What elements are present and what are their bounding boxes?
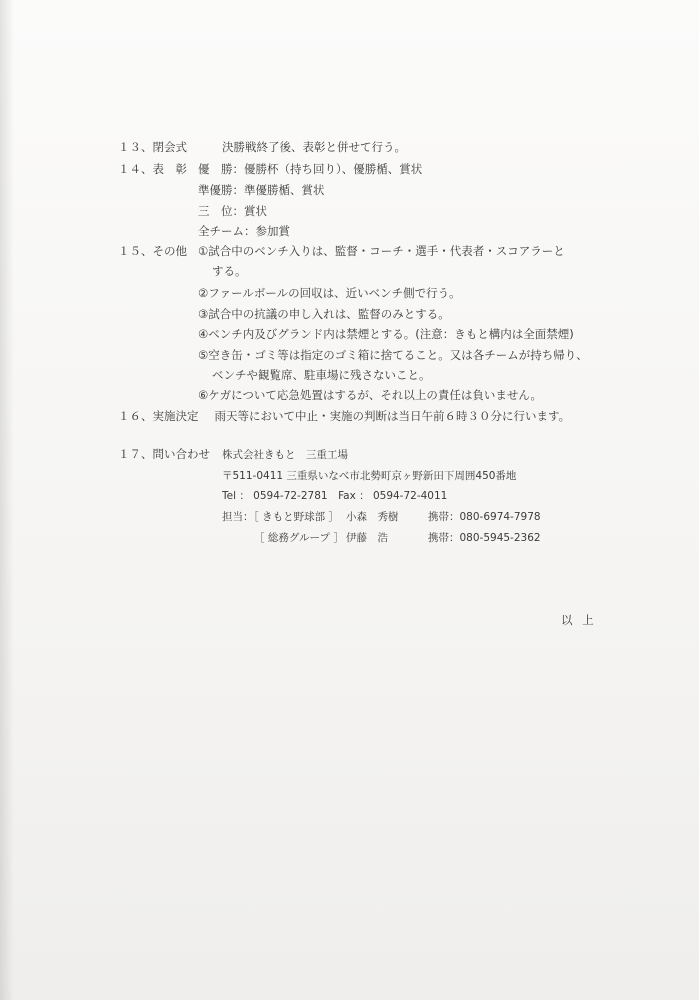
section-label: 閉会式 — [152, 140, 187, 154]
other-item-3: ③試合中の抗議の申し入れは、監督のみとする。 — [198, 307, 450, 321]
section-number: １３、 — [118, 140, 153, 154]
section-number: １４、 — [118, 162, 153, 176]
section-16 — [118, 408, 570, 424]
section-17 — [118, 446, 210, 462]
award-label: 三 位： — [198, 204, 244, 218]
section-13 — [118, 139, 230, 155]
other-item-2: ②ファールボールの回収は、近いベンチ側で行う。 — [198, 286, 461, 300]
section-13-text: 決勝戦終了後、表彰と併せて行う。 — [222, 140, 406, 154]
contact-tel-fax: Tel ： 0594-72-2781 Fax ： 0594-72-4011 — [222, 490, 448, 502]
section-label: 表 彰 — [152, 162, 187, 176]
other-item-4: ④ベンチ内及びグランド内は禁煙とする。(注意：きもと構内は全面禁煙) — [198, 327, 574, 341]
award-all — [198, 223, 290, 239]
contact-dept-label: 担当：［ きもと野球部 ］ — [222, 511, 339, 523]
section-number: １５、 — [118, 244, 153, 258]
contact-company: 株式会社きもと 三重工場 — [222, 449, 348, 461]
contact-name: 伊藤 浩 — [346, 532, 388, 544]
contact-person-2 — [254, 530, 541, 546]
contact-dept-label: ［ 総務グループ ］ — [254, 532, 344, 544]
section-label: 実施決定 — [152, 409, 199, 423]
other-item-6: ⑥ケガについて応急処置はするが、それ以上の責任は負いません。 — [198, 388, 543, 402]
section-14 — [118, 161, 187, 177]
closing-text: 以 上 — [561, 613, 597, 627]
award-label: 優 勝： — [198, 162, 244, 176]
award-label: 準優勝： — [198, 183, 244, 197]
other-item-5-line-1: ⑤空き缶・ゴミ等は指定のゴミ箱に捨てること。又は各チームが持ち帰り、 — [198, 348, 588, 362]
award-third — [198, 203, 267, 219]
contact-name: 小森 秀樹 — [346, 511, 399, 523]
section-label: その他 — [152, 244, 187, 258]
award-text: 優勝杯（持ち回り）、優勝楯、賞状 — [244, 162, 423, 176]
other-item-1-line-1: ①試合中のベンチ入りは、監督・コーチ・選手・代表者・スコアラーと — [198, 244, 565, 258]
section-15 — [118, 243, 187, 259]
award-text: 賞状 — [244, 204, 267, 218]
other-item-5-line-2: ベンチや観覧席、駐車場に残さないこと。 — [212, 368, 431, 382]
contact-address: 〒511-0411 三重県いなべ市北勢町京ヶ野新田下周囲450番地 — [222, 470, 517, 482]
section-number: １６、 — [118, 409, 153, 423]
other-item-1-line-2: する。 — [212, 264, 247, 278]
contact-mobile: 携帯：080-5945-2362 — [428, 532, 541, 544]
section-number: １７、 — [118, 447, 153, 461]
award-runnerup — [198, 182, 325, 198]
award-text: 準優勝楯、賞状 — [244, 183, 325, 197]
section-16-text: 雨天等において中止・実施の判断は当日午前６時３０分に行います。 — [214, 409, 571, 423]
section-label: 問い合わせ — [152, 447, 210, 461]
contact-person-1 — [222, 509, 541, 525]
page-edge-shadow — [0, 0, 14, 1000]
award-text: 参加賞 — [255, 224, 290, 238]
award-label: 全チーム： — [198, 224, 256, 238]
contact-mobile: 携帯：080-6974-7978 — [428, 511, 541, 523]
award-winner — [198, 161, 422, 177]
